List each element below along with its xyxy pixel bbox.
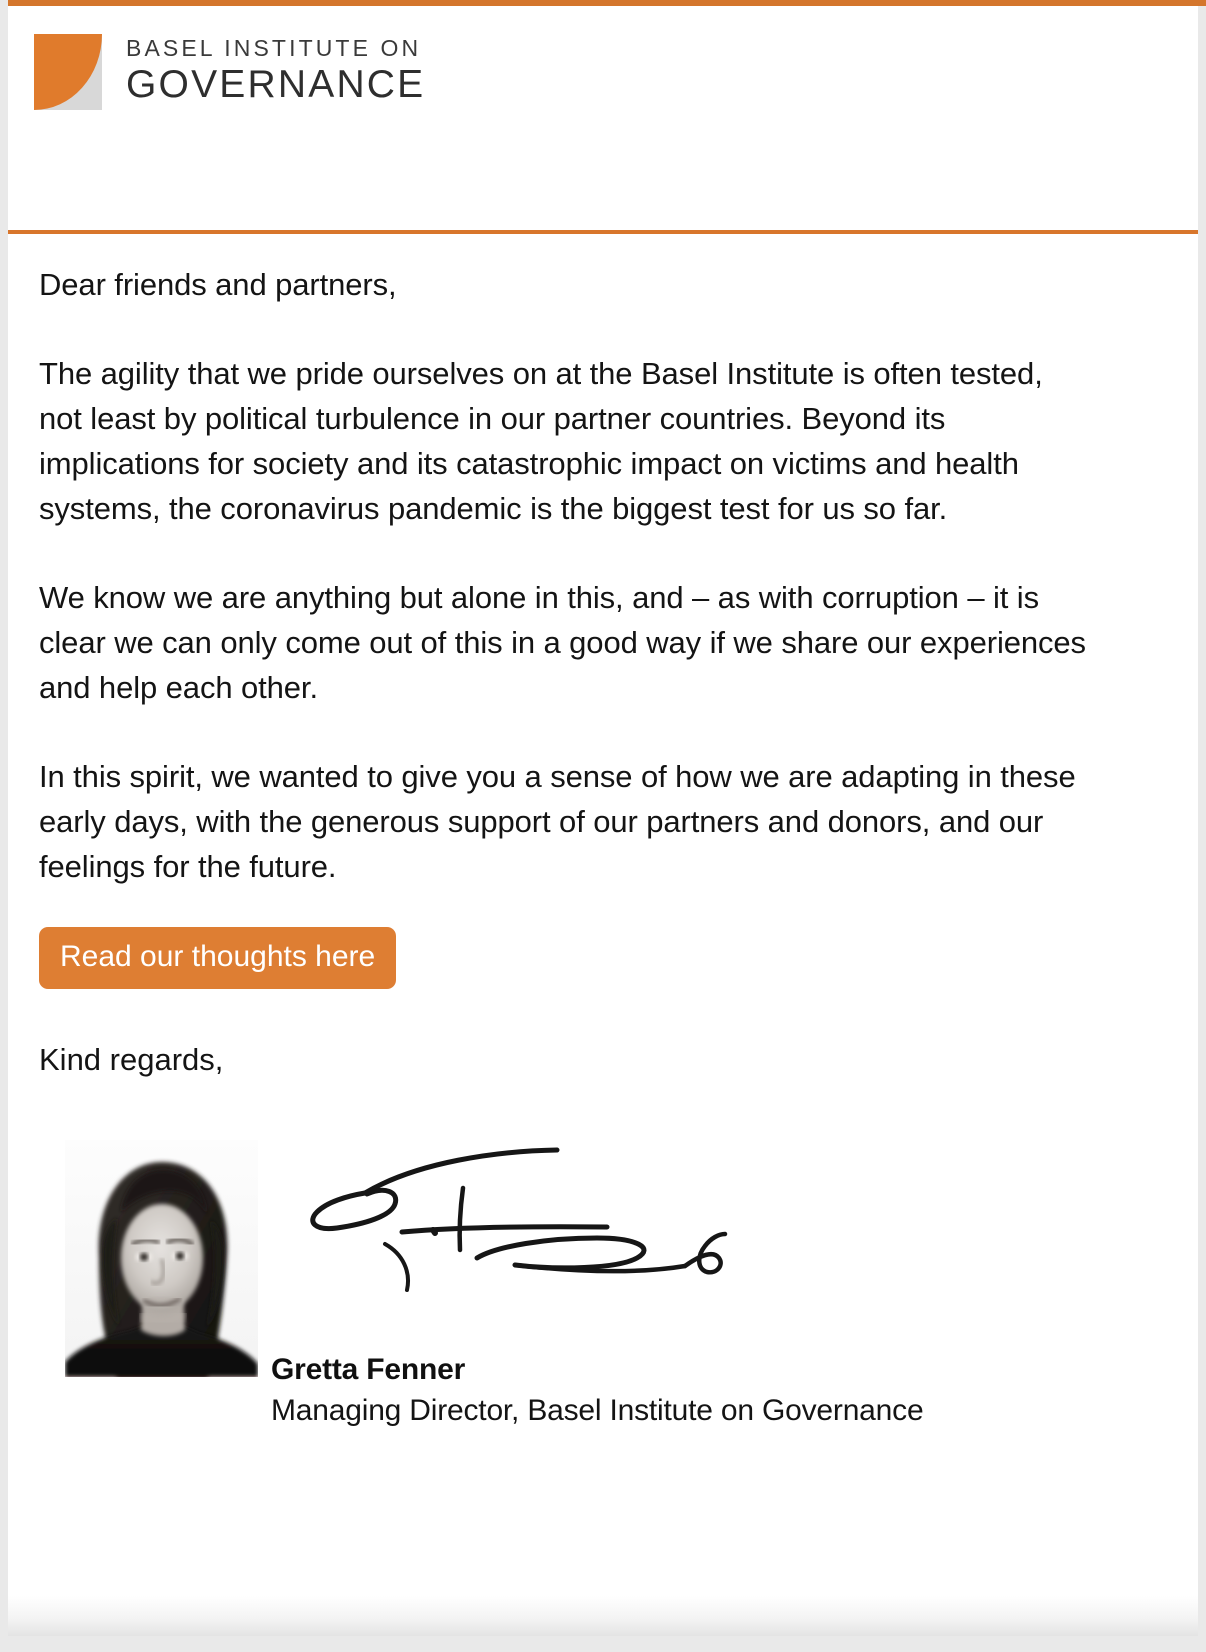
portrait-photo <box>65 1140 258 1377</box>
signer-name: Gretta Fenner <box>271 1353 466 1386</box>
paragraph-3: In this spirit, we wanted to give you a sense of how we are adapting in these early days, with the generous support of our partners and donors, and our feelings for the future. <box>39 759 1076 884</box>
logo-line-2: GOVERNANCE <box>126 63 426 107</box>
handwritten-signature-image <box>307 1138 767 1323</box>
logo-petal-shape <box>34 34 102 110</box>
email-content <box>8 234 1123 1427</box>
email-canvas <box>8 6 1198 1596</box>
signature-block <box>39 1140 1089 1427</box>
page-bottom-fade <box>8 1596 1198 1636</box>
brand-logo[interactable] <box>34 34 425 110</box>
email-body <box>8 234 1198 1427</box>
handwritten-signature <box>307 1138 767 1323</box>
logo-line-1: BASEL INSTITUTE ON <box>126 35 422 61</box>
read-our-thoughts-button[interactable]: Read our thoughts here <box>39 927 396 989</box>
email-header <box>8 6 1198 232</box>
basel-institute-logo-mark-icon <box>34 34 102 110</box>
closing-text: Kind regards, <box>39 1042 224 1077</box>
signer-title: Managing Director, Basel Institute on Governance <box>271 1394 924 1427</box>
paragraph-1: The agility that we pride ourselves on at the Basel Institute is often tested, not least by political turbulence in our partner countries. Beyond its implications for society and its catastrophic impact on victims and health systems, the coronavirus pandemic is the biggest test for us so far. <box>39 356 1043 526</box>
salutation-text: Dear friends and partners, <box>39 267 397 302</box>
portrait-photo-image <box>65 1140 258 1377</box>
paragraph-2: We know we are anything but alone in this, and – as with corruption – it is clear we can only come out of this in a good way if we share our experiences and help each other. <box>39 580 1086 705</box>
signature-text-block <box>271 1350 1101 1432</box>
logo-wordmark <box>126 34 425 107</box>
